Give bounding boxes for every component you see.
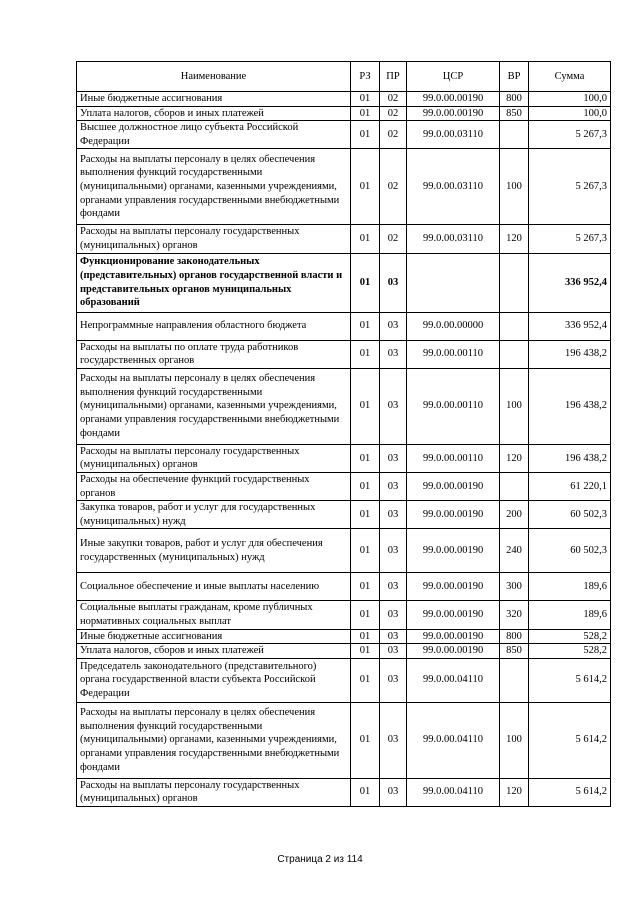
row-rz: 01 [351, 601, 380, 629]
row-sum: 189,6 [529, 573, 611, 601]
row-pr: 03 [380, 312, 407, 340]
row-csr: 99.0.00.03110 [407, 225, 500, 253]
row-sum: 5 267,3 [529, 225, 611, 253]
row-csr: 99.0.00.04110 [407, 658, 500, 702]
row-rz: 01 [351, 253, 380, 312]
row-rz: 01 [351, 702, 380, 778]
table-row [77, 368, 611, 444]
row-rz: 01 [351, 658, 380, 702]
row-rz: 01 [351, 225, 380, 253]
row-vr [500, 340, 529, 368]
table-row [77, 573, 611, 601]
row-csr: 99.0.00.00190 [407, 529, 500, 573]
row-csr: 99.0.00.00110 [407, 340, 500, 368]
table-row [77, 501, 611, 529]
header-name: Наименование [77, 62, 351, 92]
row-vr [500, 253, 529, 312]
row-csr: 99.0.00.00190 [407, 501, 500, 529]
row-csr: 99.0.00.00190 [407, 573, 500, 601]
row-rz: 01 [351, 340, 380, 368]
row-csr: 99.0.00.00000 [407, 312, 500, 340]
row-vr: 120 [500, 778, 529, 806]
row-csr: 99.0.00.00190 [407, 644, 500, 659]
row-csr: 99.0.00.00110 [407, 368, 500, 444]
table-row [77, 106, 611, 121]
row-name: Социальные выплаты гражданам, кроме публичных нормативных социальных выплат [77, 601, 351, 629]
row-vr: 850 [500, 644, 529, 659]
row-csr: 99.0.00.00190 [407, 472, 500, 500]
row-rz: 01 [351, 312, 380, 340]
header-rz: РЗ [351, 62, 380, 92]
row-sum: 336 952,4 [529, 253, 611, 312]
row-vr: 120 [500, 225, 529, 253]
row-csr: 99.0.00.04110 [407, 778, 500, 806]
row-csr: 99.0.00.00190 [407, 601, 500, 629]
row-rz: 01 [351, 778, 380, 806]
table-row [77, 778, 611, 806]
table-row [77, 472, 611, 500]
row-vr: 300 [500, 573, 529, 601]
table-header-row [77, 62, 611, 92]
row-sum: 189,6 [529, 601, 611, 629]
budget-table [76, 61, 611, 807]
row-sum: 5 267,3 [529, 121, 611, 149]
row-name: Расходы на обеспечение функций государственных органов [77, 472, 351, 500]
row-sum: 5 267,3 [529, 149, 611, 225]
table-row [77, 529, 611, 573]
row-sum: 196 438,2 [529, 340, 611, 368]
row-sum: 100,0 [529, 106, 611, 121]
row-sum: 528,2 [529, 644, 611, 659]
row-rz: 01 [351, 501, 380, 529]
row-pr: 03 [380, 644, 407, 659]
row-pr: 03 [380, 629, 407, 644]
row-rz: 01 [351, 92, 380, 107]
table-row [77, 225, 611, 253]
row-sum: 5 614,2 [529, 778, 611, 806]
row-vr: 800 [500, 629, 529, 644]
header-sum: Сумма [529, 62, 611, 92]
table-row [77, 658, 611, 702]
row-pr: 03 [380, 253, 407, 312]
row-name: Расходы на выплаты персоналу государственных (муниципальных) органов [77, 778, 351, 806]
row-pr: 02 [380, 106, 407, 121]
row-vr [500, 312, 529, 340]
row-vr: 200 [500, 501, 529, 529]
row-rz: 01 [351, 573, 380, 601]
row-name: Расходы на выплаты по оплате труда работников государственных органов [77, 340, 351, 368]
row-vr: 850 [500, 106, 529, 121]
row-sum: 336 952,4 [529, 312, 611, 340]
row-pr: 03 [380, 501, 407, 529]
table-row [77, 312, 611, 340]
row-vr: 100 [500, 368, 529, 444]
row-pr: 03 [380, 702, 407, 778]
row-rz: 01 [351, 529, 380, 573]
row-csr: 99.0.00.00190 [407, 92, 500, 107]
row-pr: 03 [380, 472, 407, 500]
row-vr: 120 [500, 444, 529, 472]
table-row [77, 444, 611, 472]
row-name: Расходы на выплаты персоналу государственных (муниципальных) органов [77, 444, 351, 472]
row-vr: 100 [500, 702, 529, 778]
row-name: Уплата налогов, сборов и иных платежей [77, 644, 351, 659]
row-name: Иные бюджетные ассигнования [77, 92, 351, 107]
row-csr: 99.0.00.04110 [407, 702, 500, 778]
row-name: Закупка товаров, работ и услуг для государственных (муниципальных) нужд [77, 501, 351, 529]
row-sum: 528,2 [529, 629, 611, 644]
row-sum: 60 502,3 [529, 501, 611, 529]
table-row [77, 121, 611, 149]
row-pr: 03 [380, 444, 407, 472]
row-rz: 01 [351, 149, 380, 225]
row-pr: 03 [380, 778, 407, 806]
row-pr: 03 [380, 601, 407, 629]
row-pr: 02 [380, 92, 407, 107]
row-name: Уплата налогов, сборов и иных платежей [77, 106, 351, 121]
table-row [77, 629, 611, 644]
row-vr [500, 472, 529, 500]
header-vr: ВР [500, 62, 529, 92]
row-vr: 100 [500, 149, 529, 225]
row-vr [500, 121, 529, 149]
row-csr [407, 253, 500, 312]
row-rz: 01 [351, 644, 380, 659]
row-vr: 320 [500, 601, 529, 629]
row-csr: 99.0.00.03110 [407, 121, 500, 149]
row-name: Расходы на выплаты персоналу в целях обеспечения выполнения функций государственными (муниципальными) органами, казенными учреждениями, органами управления государственными внебюджетными фондами [77, 702, 351, 778]
row-pr: 02 [380, 121, 407, 149]
row-name: Функционирование законодательных (представительных) органов государственной власти и представительных органов муниципальных образований [77, 253, 351, 312]
row-name: Расходы на выплаты персоналу в целях обеспечения выполнения функций государственными (муниципальными) органами, казенными учреждениями, органами управления государственными внебюджетными фондами [77, 149, 351, 225]
row-name: Социальное обеспечение и иные выплаты населению [77, 573, 351, 601]
table-row [77, 253, 611, 312]
row-name: Непрограммные направления областного бюджета [77, 312, 351, 340]
table-row [77, 601, 611, 629]
table-row [77, 92, 611, 107]
row-rz: 01 [351, 472, 380, 500]
row-vr: 240 [500, 529, 529, 573]
row-sum: 61 220,1 [529, 472, 611, 500]
row-pr: 03 [380, 368, 407, 444]
row-vr: 800 [500, 92, 529, 107]
row-rz: 01 [351, 444, 380, 472]
row-csr: 99.0.00.00190 [407, 629, 500, 644]
row-csr: 99.0.00.00110 [407, 444, 500, 472]
row-sum: 196 438,2 [529, 368, 611, 444]
row-sum: 5 614,2 [529, 702, 611, 778]
row-name: Расходы на выплаты персоналу государственных (муниципальных) органов [77, 225, 351, 253]
row-name: Высшее должностное лицо субъекта Российской Федерации [77, 121, 351, 149]
table-row [77, 340, 611, 368]
row-csr: 99.0.00.00190 [407, 106, 500, 121]
row-name: Иные бюджетные ассигнования [77, 629, 351, 644]
page-number: Страница 2 из 114 [277, 854, 363, 865]
row-pr: 03 [380, 340, 407, 368]
row-sum: 5 614,2 [529, 658, 611, 702]
row-sum: 196 438,2 [529, 444, 611, 472]
row-vr [500, 658, 529, 702]
row-name: Иные закупки товаров, работ и услуг для обеспечения государственных (муниципальных) нужд [77, 529, 351, 573]
header-pr: ПР [380, 62, 407, 92]
header-csr: ЦСР [407, 62, 500, 92]
row-rz: 01 [351, 368, 380, 444]
table-body [77, 92, 611, 807]
row-pr: 02 [380, 149, 407, 225]
table-row [77, 149, 611, 225]
row-name: Председатель законодательного (представительного) органа государственной власти субъекта Российской Федерации [77, 658, 351, 702]
row-sum: 100,0 [529, 92, 611, 107]
table-row [77, 644, 611, 659]
row-sum: 60 502,3 [529, 529, 611, 573]
row-name: Расходы на выплаты персоналу в целях обеспечения выполнения функций государственными (муниципальными) органами, казенными учреждениями, органами управления государственными внебюджетными фондами [77, 368, 351, 444]
row-rz: 01 [351, 629, 380, 644]
row-pr: 02 [380, 225, 407, 253]
table-row [77, 702, 611, 778]
row-pr: 03 [380, 573, 407, 601]
row-csr: 99.0.00.03110 [407, 149, 500, 225]
row-rz: 01 [351, 121, 380, 149]
row-rz: 01 [351, 106, 380, 121]
row-pr: 03 [380, 658, 407, 702]
row-pr: 03 [380, 529, 407, 573]
